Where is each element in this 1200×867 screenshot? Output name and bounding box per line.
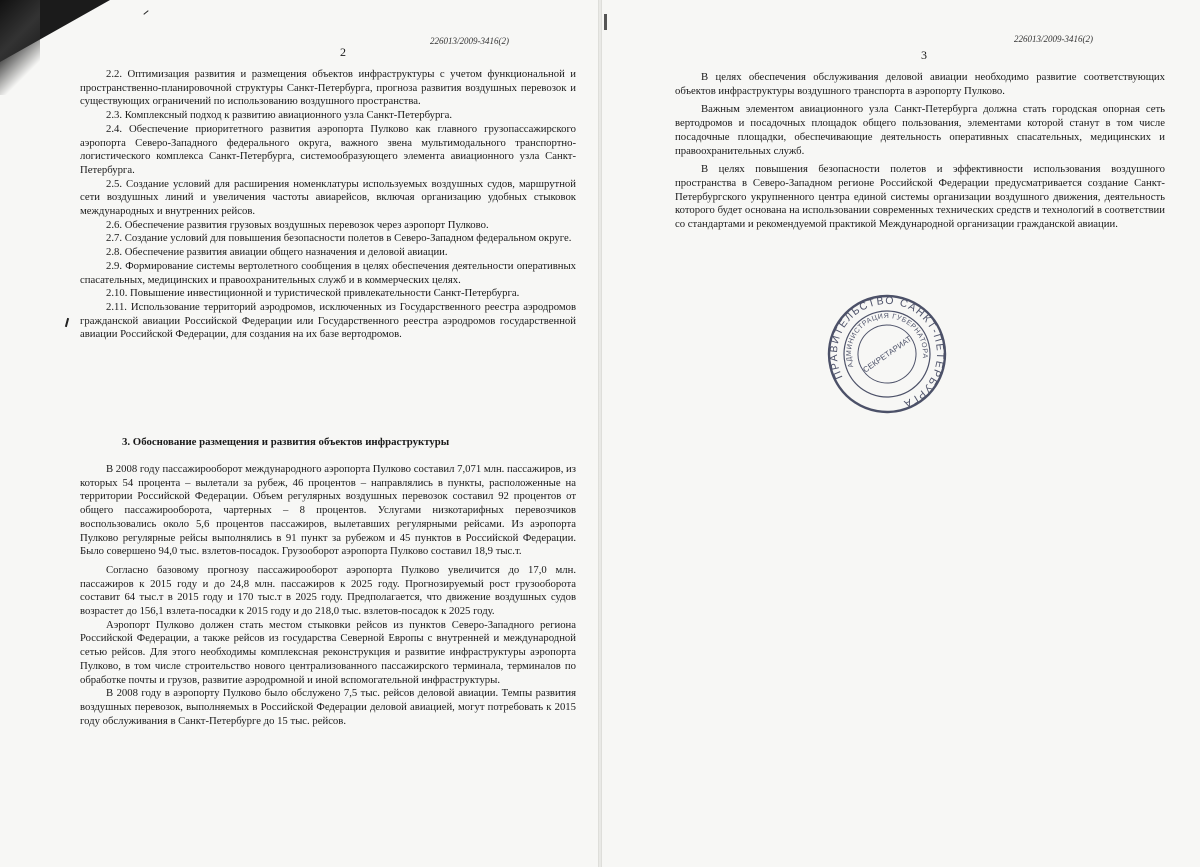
seal-inner-text: АДМИНИСТРАЦИЯ ГУБЕРНАТОРА — [845, 312, 929, 369]
section-heading: 3. Обоснование размещения и развития объектов инфраструктуры — [122, 436, 450, 448]
left-page — [0, 0, 598, 867]
page-number: 3 — [921, 48, 927, 62]
list-item: 2.4. Обеспечение приоритетного развития аэропорта Пулково как главного грузопассажирского аэропорта Северо-Западного федерального округа, важного звена мультимодального транспортно-логистического комплекса Санкт-Петербурга, системообразующего элемента авиационного узла Санкт-Петербурга. — [80, 122, 576, 176]
paragraph: В целях повышения безопасности полетов и эффективности использования воздушного пространства в Северо-Западном регионе Российской Федерации предусматривается создание Санкт-Петербургского укрупненного центра единой системы организации воздушного движения, деятельность которого будет основана на использовании современных технических средств и технологий в соответствии со стандартами и рекомендуемой практикой Международной организации гражданской авиации. — [675, 163, 1165, 231]
goals-list — [80, 68, 576, 342]
paragraph: Согласно базовому прогнозу пассажирооборот аэропорта Пулково увеличится до 17,0 млн. пассажиров к 2015 году и до 24,8 млн. пассажиров к 2025 году. Прогнозируемый рост грузооборота составит 64 тыс.т в 2015 году и 170 тыс.т в 2025 году. Предполагается, что движение воздушных судов возрастет до 156,1 взлета-посадки к 2015 году и до 218,0 тыс. взлетов-посадок к 2025 году. — [80, 563, 576, 618]
list-item: 2.8. Обеспечение развития авиации общего назначения и деловой авиации. — [106, 246, 448, 259]
paragraph: Важным элементом авиационного узла Санкт-Петербурга должна стать городская опорная сеть вертодромов и посадочных площадок общего пользования, элементами которой станут в том числе посадочные площадки, обеспечивающие деятельность оперативных спасательных, медицинских и правоохранительных служб. — [675, 103, 1165, 157]
page-body — [675, 71, 1165, 232]
list-item: 2.3. Комплексный подход к развитию авиационного узла Санкт-Петербурга. — [106, 109, 453, 122]
paragraph: Аэропорт Пулково должен стать местом стыковки рейсов из пунктов Северо-Западного региона Российской Федерации, а также рейсов из государства Северной Европы с внутренней и международной сетью рейсов. Для этого необходимы комплексная реконструкция и развитие инфраструктуры аэропорта Пулково, в том числе строительство нового централизованного пассажирского терминала, терминалов по обработке почты и грузов, развитие аэродромной и иной вспомогательной инфраструктуры. — [80, 618, 576, 686]
list-item: 2.5. Создание условий для расширения номенклатуры используемых воздушных судов, маршрутной сети воздушных линий и увеличения частоты авиарейсов, включая организацию удобных стыковок международных и внутренних рейсов. — [80, 177, 576, 218]
scan-mark — [604, 14, 607, 30]
page-number: 2 — [340, 45, 346, 59]
list-item: 2.11. Использование территорий аэродромов, исключенных из Государственного реестра аэродромов гражданской авиации Российской Федерации или Государственного реестра аэродромов государственной авиации Российской Федерации, для создания на их базе вертодромов. — [80, 300, 576, 341]
list-item: 2.9. Формирование системы вертолетного сообщения в целях обеспечения деятельности оперативных спасательных, медицинских и правоохранительных служб и в коммерческих целях. — [80, 259, 576, 286]
official-seal-stamp — [826, 293, 948, 415]
paragraph: В 2008 году пассажирооборот международного аэропорта Пулково составил 7,071 млн. пассажиров, из которых 54 процента – вылетали за рубеж, 46 процентов – направлялись в пункты, расположенные на территории Российской Федерации. Объем регулярных воздушных перевозок составил 92 процентов от общего пассажирооборота, чартерных – 8 процентов. Услугами низкотарифных перевозчиков воспользовались около 5,6 процентов пассажиров, вылетавших регулярными рейсами. Из аэропорта Пулково регулярные рейсы выполнялись в 91 пункт за рубежом и 45 пунктов в Российской Федерации. Было совершено 94,0 тыс. взлетов-посадок. Грузооборот аэропорта Пулково составил 18,9 тыс.т. — [80, 463, 576, 558]
list-item: 2.6. Обеспечение развития грузовых воздушных перевозок через аэропорт Пулково. — [106, 218, 489, 231]
scan-edge-shadow — [0, 0, 40, 95]
right-page — [602, 0, 1200, 867]
document-reference: 226013/2009-3416(2) — [430, 36, 509, 46]
document-reference: 226013/2009-3416(2) — [1014, 34, 1093, 44]
scan-mark — [143, 10, 148, 15]
paragraph: В 2008 году в аэропорту Пулково было обслужено 7,5 тыс. рейсов деловой авиации. Темпы развития воздушных перевозок, выполняемых в Российской Федерации деловой авиацией, могут потребовать к 2015 году обслуживания в Санкт-Петербурге до 15 тыс. рейсов. — [80, 687, 576, 727]
list-item: 2.7. Создание условий для повышения безопасности полетов в Северо-Западном федеральном округе. — [106, 232, 572, 245]
seal-center-text: СЕКРЕТАРИАТ — [861, 334, 914, 375]
list-item: 2.2. Оптимизация развития и размещения объектов инфраструктуры с учетом функциональной и пространственно-планировочной структуры Санкт-Петербурга, прогноза развития воздушных перевозок и существующих ограничений по использованию воздушного пространства. — [80, 68, 576, 108]
scan-mark — [65, 318, 69, 327]
section-body — [80, 463, 576, 728]
list-item: 2.10. Повышение инвестиционной и туристической привлекательности Санкт-Петербурга. — [106, 287, 520, 300]
seal-outer-text: ПРАВИТЕЛЬСТВО САНКТ-ПЕТЕРБУРГА — [827, 294, 947, 411]
paragraph: В целях обеспечения обслуживания деловой авиации необходимо развитие соответствующих объектов инфраструктуры воздушного транспорта в аэропорту Пулково. — [675, 71, 1165, 97]
